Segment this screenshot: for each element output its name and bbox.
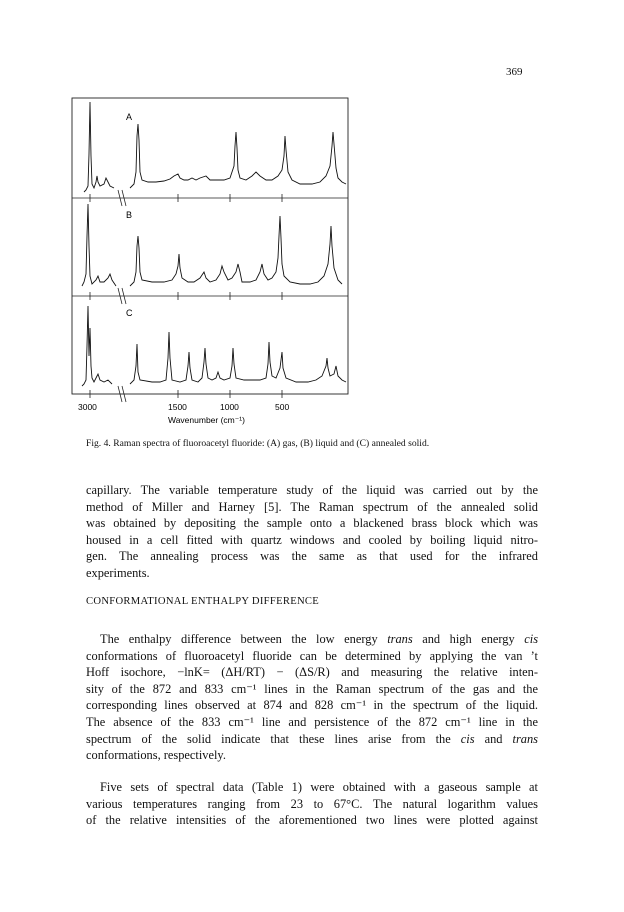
- paragraph-enthalpy: [86, 631, 538, 764]
- paragraph-spectral-data: [86, 779, 538, 829]
- text-line: capillary. The variable temperature study of the liquid was carried out by the: [86, 483, 538, 497]
- spectrum-b-trace: [82, 204, 342, 286]
- tick-label-1500: 1500: [168, 402, 187, 412]
- tick-label-1000: 1000: [220, 402, 239, 412]
- spectrum-c-trace: [82, 306, 346, 386]
- text-line: of the relative intensities of the aforementioned two lines were plotted against: [86, 813, 538, 828]
- text-line: Five sets of spectral data (Table 1) were obtained with a gaseous sample at: [100, 780, 538, 794]
- x-axis-label: Wavenumber (cm⁻¹): [168, 415, 245, 425]
- tick-label-500: 500: [275, 402, 290, 412]
- caption-prefix: Fig. 4.: [86, 438, 111, 449]
- text-line: various temperatures ranging from 23 to 67°C. The natural logarithm values: [86, 796, 538, 811]
- text-line: conformations, respectively.: [86, 748, 226, 763]
- caption-text: Raman spectra of fluoroacetyl fluoride: (A) gas, (B) liquid and (C) annealed solid.: [113, 438, 430, 449]
- raman-spectra-figure: [60, 96, 360, 430]
- section-heading: CONFORMATIONAL ENTHALPY DIFFERENCE: [86, 596, 320, 607]
- text-line: conformations of fluoroacetyl fluoride can be determined by applying the van ’t: [86, 648, 538, 663]
- text-line: Hoff isochore, −lnΚ= (ΔΗ/RT) − (ΔS/R) and measuring the relative inten-: [86, 665, 538, 680]
- panel-label-b: B: [126, 210, 133, 220]
- spectra-plot: [60, 96, 360, 430]
- tick-label-3000: 3000: [78, 402, 97, 412]
- spectrum-a-trace: [84, 102, 346, 192]
- text-line: The enthalpy difference between the low energy trans and high energy cis: [100, 632, 539, 646]
- text-line: spectrum of the solid indicate that these lines arise from the cis and trans: [86, 731, 538, 746]
- text-line: The absence of the 833 cm⁻¹ line and persistence of the 872 cm⁻¹ line in the: [86, 714, 538, 729]
- text-line: housed in a cell fitted with quartz windows and cooled by boiling liquid nitro-: [86, 532, 538, 547]
- text-line: sity of the 872 and 833 cm⁻¹ lines in the Raman spectrum of the gas and the: [86, 681, 538, 696]
- paragraph-methods: [86, 482, 538, 582]
- plot-frame: [72, 98, 348, 394]
- text-line: was obtained by depositing the sample onto a blackened brass block which was: [86, 516, 538, 531]
- panel-label-c: C: [126, 308, 133, 318]
- text-line: experiments.: [86, 565, 150, 580]
- figure-caption: [86, 437, 566, 450]
- text-line: method of Miller and Harney [5]. The Raman spectrum of the annealed solid: [86, 499, 538, 514]
- text-line: gen. The annealing process was the same as that used for the infrared: [86, 549, 538, 564]
- text-line: corresponding lines observed at 874 and 828 cm⁻¹ in the spectrum of the liquid.: [86, 698, 538, 713]
- page-number: 369: [506, 66, 523, 78]
- panel-label-a: A: [126, 112, 133, 122]
